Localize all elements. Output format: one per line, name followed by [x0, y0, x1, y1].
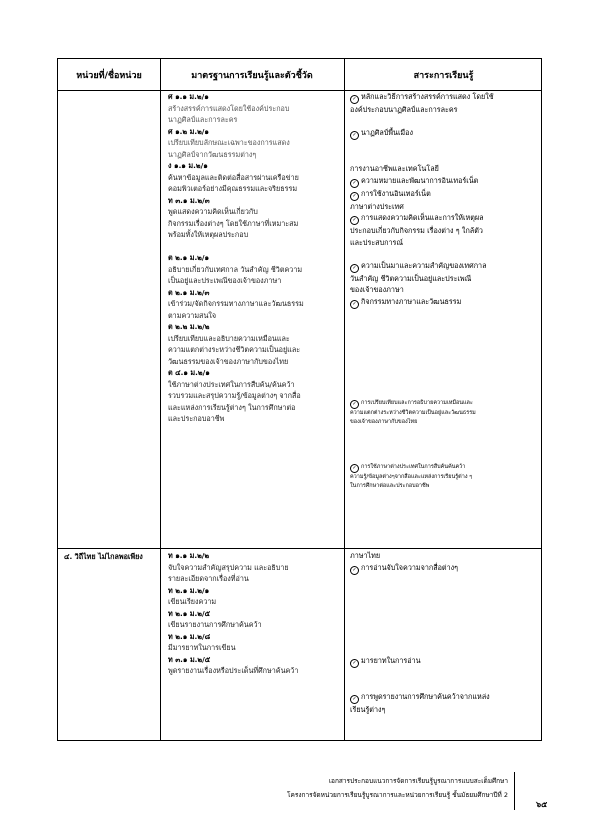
bullet-check-icon: ✓ — [350, 659, 359, 668]
standard-line — [168, 562, 342, 574]
content-small-line — [350, 463, 540, 473]
content-line — [350, 201, 540, 213]
standard-line — [168, 642, 342, 654]
standard-line — [168, 298, 342, 310]
standard-text: คอมพิวเตอร์อย่างมีคุณธรรมและจริยธรรม — [168, 184, 298, 193]
standard-line — [168, 252, 342, 264]
standard-line — [168, 183, 342, 195]
standard-text: พูดรายงานเรื่องหรือประเด็นที่ศึกษาค้นคว้า — [168, 666, 299, 675]
content-line — [350, 225, 540, 237]
spacer — [350, 140, 540, 152]
spacer — [350, 575, 540, 587]
content-line — [350, 550, 540, 562]
standard-line — [168, 619, 342, 631]
content-text: องค์ประกอบนาฏศิลป์และการละคร — [350, 105, 458, 114]
standard-line — [168, 229, 342, 241]
standard-line — [168, 275, 342, 287]
standard-text: ใช้ภาษาต่างประเทศในการสืบค้น/ค้นคว้า — [168, 379, 295, 389]
content-small-text: การเปรียบเทียบและการอธิบายความเหมือนและ — [361, 400, 473, 406]
standard-line — [168, 103, 342, 115]
standard-text: วัฒนธรรมของเจ้าของภาษากับของไทย — [168, 356, 289, 366]
spacer — [350, 152, 540, 164]
content-line — [350, 296, 540, 309]
row-divider — [58, 548, 541, 549]
standard-text: ท ๒.๑ ม.๒/๕ — [168, 608, 211, 618]
spacer — [350, 248, 540, 260]
content-small-text: การใช้ภาษาต่างประเทศในการสืบค้นค้นคว้า — [361, 464, 466, 470]
content-text: หลักและวิธีการสร้างสรรค์การแสดง โดยใช้ — [361, 92, 494, 101]
spacer — [350, 668, 540, 680]
content-text: การแสดงความคิดเห็นและการให้เหตุผล — [361, 213, 484, 222]
standard-line — [168, 402, 342, 414]
content-text: การอ่านจับใจความจากสื่อต่างๆ — [361, 562, 459, 572]
row2-standards — [168, 550, 342, 677]
standard-line — [168, 344, 342, 356]
bullet-check-icon: ✓ — [350, 95, 359, 104]
standard-line — [168, 390, 342, 402]
content-text: ภาษาต่างประเทศ — [350, 201, 404, 211]
standard-text: นาฏศิลป์จากวัฒนธรรมต่างๆ — [168, 149, 257, 159]
spacer — [350, 621, 540, 633]
content-line — [350, 212, 540, 225]
standard-line — [168, 573, 342, 585]
standard-line — [168, 321, 342, 333]
content-line — [350, 284, 540, 296]
content-line — [350, 260, 540, 273]
standard-line — [168, 333, 342, 345]
row1-content — [350, 91, 540, 309]
spacer — [350, 632, 540, 644]
content-small-line — [350, 399, 540, 409]
standard-text: ง ๑.๑ ม.๒/๑ — [168, 161, 208, 170]
standard-line — [168, 218, 342, 230]
standard-text: เปรียบเทียบลักษณะเฉพาะของการแสดง — [168, 138, 290, 147]
standard-text: กิจกรรมเรื่องต่างๆ โดยใช้ภาษาที่เหมาะสม — [168, 218, 299, 228]
content-text: วันสำคัญ ชีวิตความเป็นอยู่และประเพณี — [350, 273, 472, 283]
standard-line — [168, 91, 342, 103]
spacer — [350, 598, 540, 610]
unit-cell-2: ๔. วิถีไทย ไม่ไกลพอเพียง — [64, 552, 143, 561]
content-line — [350, 175, 540, 188]
content-line — [350, 104, 540, 116]
bullet-check-icon: ✓ — [350, 216, 359, 225]
row2-content — [350, 550, 540, 716]
standard-text: ท ๓.๑ ม.๒/๓ — [168, 195, 210, 205]
page-number: ๖๕ — [536, 800, 548, 809]
curriculum-table — [57, 58, 542, 741]
content-text: การงานอาชีพและเทคโนโลยี — [350, 164, 439, 173]
standard-text: เขียนรายงานการศึกษาค้นคว้า — [168, 620, 262, 629]
content-text: ความเป็นมาและความสำคัญของเทศกาล — [361, 260, 487, 270]
standard-text: เปรียบเทียบและอธิบายความเหมือนและ — [168, 333, 290, 343]
spacer — [350, 680, 540, 692]
content-line — [350, 273, 540, 285]
standard-text: ความแตกต่างระหว่างชีวิตความเป็นอยู่และ — [168, 345, 301, 354]
standard-text: และแหล่งการเรียนรู้ต่างๆ ในการศึกษาต่อ — [168, 402, 296, 412]
content-small-line — [350, 482, 540, 491]
standard-text: สร้างสรรค์การแสดงโดยใช้องค์ประกอบ — [168, 103, 290, 113]
standard-line — [168, 367, 342, 379]
standard-text: ตามความสนใจ — [168, 310, 217, 320]
standard-text: เขียนเรียงความ — [168, 597, 217, 606]
standard-text: ศ ๑.๒ ม.๒/๑ — [168, 126, 209, 136]
standard-text: รายละเอียดจากเรื่องที่อ่าน — [168, 574, 249, 583]
content-text: นาฏศิลป์พื้นเมือง — [361, 128, 413, 137]
content-small-text: ของเจ้าของภาษากับของไทย — [350, 418, 418, 425]
standard-line — [168, 631, 342, 643]
column-divider — [160, 59, 161, 740]
row1-standards — [168, 91, 342, 425]
standard-line — [168, 665, 342, 677]
content-text: และประสบการณ์ — [350, 237, 404, 247]
standard-line — [168, 379, 342, 391]
bullet-check-icon: ✓ — [350, 192, 359, 201]
bullet-check-icon: ✓ — [350, 566, 359, 575]
content-text: กิจกรรมทางภาษาและวัฒนธรรม — [361, 296, 462, 306]
standard-line — [168, 206, 342, 218]
standard-line — [168, 356, 342, 368]
standard-line — [168, 149, 342, 161]
content-line — [350, 237, 540, 249]
row1-content-small-2 — [350, 463, 540, 490]
footer-line-2: โครงการจัดหน่วยการเรียนรู้บูรณาการและหน่วยการเรียนรู้ ชั้นมัธยมศึกษาปีที่ 2 — [287, 791, 508, 799]
spacer — [350, 586, 540, 598]
header-unit: หน่วยที่/ชื่อหน่วย — [76, 71, 142, 81]
standard-line — [168, 126, 342, 138]
standard-line — [168, 264, 342, 276]
content-small-text: ความรู้/ข้อมูลต่างๆจากสื่อและแหล่งการเรียนรู้ต่าง ๆ — [350, 474, 473, 480]
standard-text: ต ๒.๑ ม.๒/๑ — [168, 253, 210, 262]
standard-line — [168, 114, 342, 126]
content-line — [350, 691, 540, 704]
bullet-check-icon: ✓ — [350, 300, 359, 309]
header-standards: มาตรฐานการเรียนรู้และตัวชี้วัด — [191, 71, 313, 81]
standard-text: ท ๒.๑ ม.๒/๑ — [168, 585, 210, 595]
bullet-check-icon: ✓ — [350, 179, 359, 188]
spacer — [168, 241, 342, 253]
standard-line — [168, 137, 342, 149]
content-text: ความหมายและพัฒนาการอินเทอร์เน็ต — [361, 175, 479, 185]
content-small-line — [350, 473, 540, 482]
standard-text: จับใจความสำคัญสรุปความ และอธิบาย — [168, 562, 289, 572]
content-small-text: ความแตกต่างระหว่างชีวิตความเป็นอยู่และวัฒนธรรม — [350, 410, 476, 416]
content-text: ของเจ้าของภาษา — [350, 285, 404, 294]
row1-content-small — [350, 399, 540, 426]
standard-line — [168, 596, 342, 608]
content-line — [350, 562, 540, 575]
bullet-check-icon: ✓ — [350, 400, 359, 409]
content-line — [350, 704, 540, 716]
standard-line — [168, 550, 342, 562]
standard-text: พูดแสดงความคิดเห็นเกี่ยวกับ — [168, 207, 258, 216]
spacer — [350, 609, 540, 621]
content-text: การพูดรายงานการศึกษาค้นคว้าจากแหล่ง — [361, 692, 490, 701]
standard-line — [168, 608, 342, 620]
content-text: มารยาทในการอ่าน — [361, 656, 421, 665]
content-small-line — [350, 418, 540, 427]
standard-text: ศ ๑.๑ ม.๒/๑ — [168, 92, 209, 101]
standard-text: ต ๒.๒ ม.๒/๒ — [168, 322, 210, 331]
standard-line — [168, 287, 342, 299]
standard-text: ต ๔.๑ ม.๒/๑ — [168, 368, 210, 377]
content-small-text: ในการศึกษาต่อและประกอบอาชีพ — [350, 482, 430, 489]
standard-text: ค้นหาข้อมูลและติดต่อสื่อสารผ่านเครือข่าย — [168, 172, 299, 182]
content-small-line — [350, 409, 540, 418]
standard-text: ต ๒.๑ ม.๒/๓ — [168, 287, 210, 297]
standard-line — [168, 413, 342, 425]
standard-text: ท ๑.๑ ม.๒/๒ — [168, 551, 210, 560]
standard-line — [168, 172, 342, 184]
content-line — [350, 188, 540, 201]
spacer — [350, 644, 540, 656]
content-line — [350, 163, 540, 175]
standard-line — [168, 160, 342, 172]
standard-text: อธิบายเกี่ยวกับเทศกาล วันสำคัญ ชีวิตความ — [168, 264, 303, 274]
standard-text: ท ๓.๑ ม.๒/๕ — [168, 654, 211, 664]
content-text: การใช้งานอินเทอร์เน็ต — [361, 188, 431, 198]
content-text: ประกอบเกี่ยวกับกิจกรรม เรื่องต่าง ๆ ใกล้ตัว — [350, 226, 483, 235]
content-line — [350, 127, 540, 140]
bullet-check-icon: ✓ — [350, 695, 359, 704]
spacer — [350, 116, 540, 128]
content-text: ภาษาไทย — [350, 551, 381, 560]
standard-line — [168, 310, 342, 322]
standard-text: พร้อมทั้งให้เหตุผลประกอบ — [168, 230, 249, 239]
standard-line — [168, 195, 342, 207]
bullet-check-icon: ✓ — [350, 464, 359, 473]
standard-line — [168, 654, 342, 666]
header-content: สาระการเรียนรู้ — [413, 71, 474, 81]
footer-line-1: เอกสารประกอบแนวการจัดการเรียนรู้บูรณาการแบบสะเต็มศึกษา — [328, 777, 508, 785]
bullet-check-icon: ✓ — [350, 131, 359, 140]
standard-line — [168, 585, 342, 597]
standard-text: เข้าร่วม/จัดกิจกรรมทางภาษาและวัฒนธรรม — [168, 299, 304, 308]
content-line — [350, 655, 540, 668]
standard-text: ท ๒.๑ ม.๒/๘ — [168, 631, 211, 641]
content-line — [350, 91, 540, 104]
standard-text: นาฏศิลป์และการละคร — [168, 115, 238, 124]
standard-text: รวบรวมและสรุปความรู้/ข้อมูลต่างๆ จากสื่อ — [168, 391, 301, 400]
standard-text: มีมารยาทในการเขียน — [168, 643, 236, 652]
standard-text: และประกอบอาชีพ — [168, 414, 225, 423]
bullet-check-icon: ✓ — [350, 264, 359, 273]
content-text: เรียนรู้ต่างๆ — [350, 705, 386, 714]
standard-text: เป็นอยู่และประเพณีของเจ้าของภาษา — [168, 276, 282, 285]
column-divider — [344, 59, 345, 740]
